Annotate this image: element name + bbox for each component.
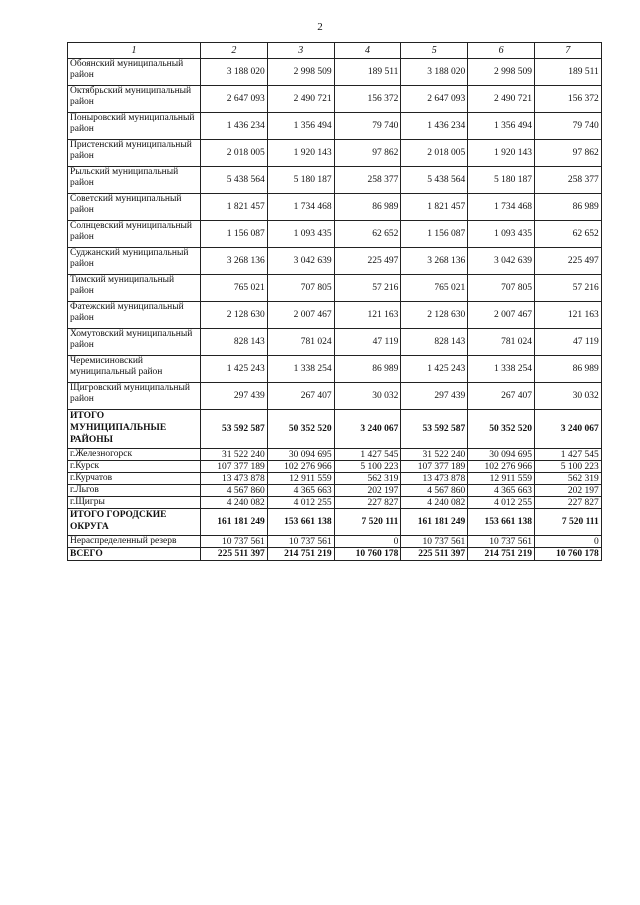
cell-value: 5 180 187 (267, 167, 334, 194)
cell-value: 707 805 (468, 275, 535, 302)
cell-value: 2 007 467 (468, 302, 535, 329)
cell-value: 1 821 457 (201, 194, 268, 221)
cell-value: 189 511 (334, 59, 401, 86)
cell-value: 1 425 243 (201, 356, 268, 383)
cell-value: 97 862 (334, 140, 401, 167)
row-name: Обоянский муниципальный район (68, 59, 201, 86)
row-name: Фатежский муниципальный район (68, 302, 201, 329)
cell-value: 10 737 561 (468, 536, 535, 548)
column-header: 6 (468, 43, 535, 59)
total-cities-row (68, 509, 602, 536)
cell-value: 3 268 136 (201, 248, 268, 275)
cell-value: 1 436 234 (201, 113, 268, 140)
cell-value: 1 093 435 (468, 221, 535, 248)
city-row (68, 497, 602, 509)
cell-value: 2 490 721 (267, 86, 334, 113)
district-row (68, 86, 602, 113)
column-header: 4 (334, 43, 401, 59)
cell-value: 86 989 (534, 356, 601, 383)
cell-value: 153 661 138 (468, 509, 535, 536)
cell-value: 5 100 223 (334, 461, 401, 473)
cell-value: 86 989 (334, 356, 401, 383)
row-name: г.Щигры (68, 497, 201, 509)
row-name: Рыльский муниципальный район (68, 167, 201, 194)
cell-value: 1 734 468 (468, 194, 535, 221)
cell-value: 1 093 435 (267, 221, 334, 248)
budget-table (67, 42, 602, 561)
cell-value: 5 100 223 (534, 461, 601, 473)
cell-value: 562 319 (534, 473, 601, 485)
cell-value: 1 156 087 (201, 221, 268, 248)
cell-value: 214 751 219 (267, 548, 334, 561)
district-row (68, 221, 602, 248)
cell-value: 62 652 (534, 221, 601, 248)
district-row (68, 59, 602, 86)
cell-value: 2 018 005 (401, 140, 468, 167)
cell-value: 57 216 (334, 275, 401, 302)
cell-value: 2 998 509 (468, 59, 535, 86)
cell-value: 5 180 187 (468, 167, 535, 194)
cell-value: 121 163 (534, 302, 601, 329)
page-number: 2 (317, 21, 323, 33)
column-header: 5 (401, 43, 468, 59)
cell-value: 50 352 520 (267, 410, 334, 449)
cell-value: 107 377 189 (401, 461, 468, 473)
district-row (68, 113, 602, 140)
column-header: 2 (201, 43, 268, 59)
cell-value: 3 188 020 (201, 59, 268, 86)
city-row (68, 473, 602, 485)
row-name: ИТОГО МУНИЦИПАЛЬНЫЕ РАЙОНЫ (68, 410, 201, 449)
cell-value: 10 737 561 (267, 536, 334, 548)
cell-value: 57 216 (534, 275, 601, 302)
row-name: г.Курск (68, 461, 201, 473)
cell-value: 3 042 639 (267, 248, 334, 275)
cell-value: 4 240 082 (201, 497, 268, 509)
district-row (68, 302, 602, 329)
row-name: Хомутовский муниципальный район (68, 329, 201, 356)
cell-value: 62 652 (334, 221, 401, 248)
cell-value: 102 276 966 (468, 461, 535, 473)
row-name: Солнцевский муниципальный район (68, 221, 201, 248)
row-name: Тимский муниципальный район (68, 275, 201, 302)
cell-value: 202 197 (534, 485, 601, 497)
grand-total-row (68, 548, 602, 561)
cell-value: 153 661 138 (267, 509, 334, 536)
cell-value: 1 734 468 (267, 194, 334, 221)
cell-value: 2 490 721 (468, 86, 535, 113)
cell-value: 7 520 111 (534, 509, 601, 536)
cell-value: 1 356 494 (267, 113, 334, 140)
cell-value: 225 497 (334, 248, 401, 275)
cell-value: 156 372 (334, 86, 401, 113)
cell-value: 2 007 467 (267, 302, 334, 329)
cell-value: 297 439 (401, 383, 468, 410)
row-name: Октябрьский муниципальный район (68, 86, 201, 113)
row-name: ВСЕГО (68, 548, 201, 561)
reserve-row (68, 536, 602, 548)
cell-value: 3 240 067 (334, 410, 401, 449)
cell-value: 227 827 (534, 497, 601, 509)
cell-value: 4 567 860 (201, 485, 268, 497)
row-name: Нераспределенный резерв (68, 536, 201, 548)
cell-value: 1 338 254 (468, 356, 535, 383)
row-name: Щигровский муниципальный район (68, 383, 201, 410)
cell-value: 7 520 111 (334, 509, 401, 536)
cell-value: 4 365 663 (267, 485, 334, 497)
cell-value: 225 497 (534, 248, 601, 275)
cell-value: 267 407 (267, 383, 334, 410)
cell-value: 13 473 878 (201, 473, 268, 485)
city-row (68, 485, 602, 497)
cell-value: 12 911 559 (468, 473, 535, 485)
cell-value: 30 094 695 (468, 449, 535, 461)
cell-value: 47 119 (334, 329, 401, 356)
cell-value: 1 436 234 (401, 113, 468, 140)
cell-value: 5 438 564 (401, 167, 468, 194)
cell-value: 258 377 (334, 167, 401, 194)
cell-value: 1 427 545 (534, 449, 601, 461)
cell-value: 53 592 587 (201, 410, 268, 449)
cell-value: 5 438 564 (201, 167, 268, 194)
cell-value: 13 473 878 (401, 473, 468, 485)
cell-value: 202 197 (334, 485, 401, 497)
cell-value: 781 024 (267, 329, 334, 356)
cell-value: 1 156 087 (401, 221, 468, 248)
cell-value: 4 567 860 (401, 485, 468, 497)
cell-value: 1 427 545 (334, 449, 401, 461)
cell-value: 828 143 (401, 329, 468, 356)
row-name: Поныровский муниципальный район (68, 113, 201, 140)
cell-value: 3 240 067 (534, 410, 601, 449)
row-name: Суджанский муниципальный район (68, 248, 201, 275)
cell-value: 79 740 (534, 113, 601, 140)
cell-value: 2 647 093 (401, 86, 468, 113)
cell-value: 225 511 397 (401, 548, 468, 561)
cell-value: 50 352 520 (468, 410, 535, 449)
district-row (68, 140, 602, 167)
cell-value: 156 372 (534, 86, 601, 113)
cell-value: 86 989 (334, 194, 401, 221)
cell-value: 225 511 397 (201, 548, 268, 561)
cell-value: 765 021 (401, 275, 468, 302)
cell-value: 4 240 082 (401, 497, 468, 509)
cell-value: 161 181 249 (401, 509, 468, 536)
cell-value: 30 094 695 (267, 449, 334, 461)
cell-value: 86 989 (534, 194, 601, 221)
cell-value: 3 188 020 (401, 59, 468, 86)
cell-value: 31 522 240 (201, 449, 268, 461)
cell-value: 1 920 143 (267, 140, 334, 167)
table-header-row (68, 43, 602, 59)
cell-value: 781 024 (468, 329, 535, 356)
city-row (68, 449, 602, 461)
cell-value: 47 119 (534, 329, 601, 356)
row-name: Черемисиновский муниципальный район (68, 356, 201, 383)
cell-value: 297 439 (201, 383, 268, 410)
row-name: ИТОГО ГОРОДСКИЕ ОКРУГА (68, 509, 201, 536)
district-row (68, 248, 602, 275)
cell-value: 30 032 (534, 383, 601, 410)
cell-value: 2 128 630 (201, 302, 268, 329)
cell-value: 1 356 494 (468, 113, 535, 140)
column-header: 1 (68, 43, 201, 59)
cell-value: 258 377 (534, 167, 601, 194)
cell-value: 1 821 457 (401, 194, 468, 221)
district-row (68, 167, 602, 194)
cell-value: 1 425 243 (401, 356, 468, 383)
district-row (68, 275, 602, 302)
cell-value: 2 998 509 (267, 59, 334, 86)
cell-value: 102 276 966 (267, 461, 334, 473)
cell-value: 828 143 (201, 329, 268, 356)
column-header: 3 (267, 43, 334, 59)
cell-value: 707 805 (267, 275, 334, 302)
cell-value: 31 522 240 (401, 449, 468, 461)
city-row (68, 461, 602, 473)
cell-value: 214 751 219 (468, 548, 535, 561)
cell-value: 10 737 561 (201, 536, 268, 548)
cell-value: 3 268 136 (401, 248, 468, 275)
district-row (68, 194, 602, 221)
cell-value: 53 592 587 (401, 410, 468, 449)
row-name: Пристенский муниципальный район (68, 140, 201, 167)
cell-value: 189 511 (534, 59, 601, 86)
cell-value: 79 740 (334, 113, 401, 140)
cell-value: 30 032 (334, 383, 401, 410)
cell-value: 2 647 093 (201, 86, 268, 113)
cell-value: 10 760 178 (334, 548, 401, 561)
column-header: 7 (534, 43, 601, 59)
cell-value: 121 163 (334, 302, 401, 329)
district-row (68, 329, 602, 356)
cell-value: 161 181 249 (201, 509, 268, 536)
cell-value: 4 365 663 (468, 485, 535, 497)
cell-value: 97 862 (534, 140, 601, 167)
cell-value: 4 012 255 (468, 497, 535, 509)
cell-value: 4 012 255 (267, 497, 334, 509)
cell-value: 1 920 143 (468, 140, 535, 167)
table-body (68, 59, 602, 561)
cell-value: 1 338 254 (267, 356, 334, 383)
cell-value: 10 737 561 (401, 536, 468, 548)
district-row (68, 356, 602, 383)
row-name: г.Железногорск (68, 449, 201, 461)
district-row (68, 383, 602, 410)
cell-value: 107 377 189 (201, 461, 268, 473)
cell-value: 267 407 (468, 383, 535, 410)
total-municipal-row (68, 410, 602, 449)
cell-value: 12 911 559 (267, 473, 334, 485)
cell-value: 3 042 639 (468, 248, 535, 275)
cell-value: 0 (534, 536, 601, 548)
cell-value: 227 827 (334, 497, 401, 509)
cell-value: 2 128 630 (401, 302, 468, 329)
cell-value: 0 (334, 536, 401, 548)
cell-value: 765 021 (201, 275, 268, 302)
row-name: г.Льгов (68, 485, 201, 497)
cell-value: 2 018 005 (201, 140, 268, 167)
row-name: Советский муниципальный район (68, 194, 201, 221)
cell-value: 10 760 178 (534, 548, 601, 561)
row-name: г.Курчатов (68, 473, 201, 485)
cell-value: 562 319 (334, 473, 401, 485)
